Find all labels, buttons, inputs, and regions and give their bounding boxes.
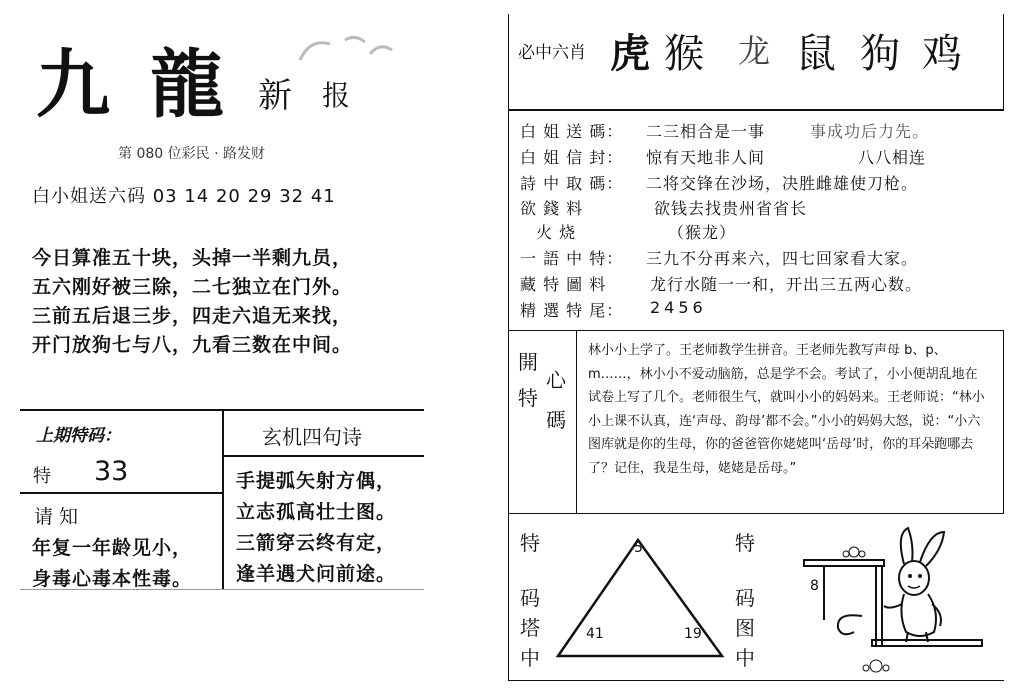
tower-right-number: 19	[684, 626, 702, 642]
poem-line-3: 三前五后退三步，四走六追无来找，	[32, 305, 353, 327]
xuanji-line-3: 三箭穿云终有定，	[236, 532, 397, 554]
row-2-label: 白 姐 信 封：	[520, 148, 624, 167]
xuanji-title: 玄机四句诗	[262, 425, 362, 449]
kaixin-right-border	[1003, 330, 1004, 513]
title-bao: 报	[322, 79, 351, 112]
rabbit-illustration	[796, 520, 996, 680]
poem-line-2: 五六刚好被三除，二七独立在门外。	[32, 276, 353, 298]
qingzhi-line-1: 年复一年龄见小，	[32, 537, 193, 559]
title-jiu: 九	[36, 42, 112, 128]
xuanji-line-4: 逢羊遇犬问前途。	[236, 563, 397, 585]
te-value: 33	[94, 456, 129, 487]
right-bottom-border	[508, 680, 1004, 681]
tower-char-1: 特	[520, 531, 540, 555]
te-label: 特	[33, 466, 51, 487]
zodiac-3: 龙	[738, 32, 771, 70]
zodiac-6: 鸡	[922, 31, 962, 77]
row-7-text: 龙行水随一一和，开出三五两心数。	[650, 275, 923, 294]
tutu-char-4: 中	[735, 646, 755, 670]
row-6-text: 三九不分再来六，四七回家看大家。	[646, 249, 919, 268]
title-long: 龍	[150, 42, 226, 128]
qingzhi-title: 请 知	[34, 506, 79, 528]
faded-logo-mark	[290, 30, 400, 70]
qingzhi-line-2: 身毒心毒本性毒。	[32, 568, 193, 590]
tutu-char-1: 特	[735, 531, 755, 555]
kaixin-char-2: 心	[546, 368, 566, 392]
row-3-label: 詩 中 取 碼：	[520, 174, 624, 193]
header-right-border	[1003, 14, 1004, 110]
six-numbers-line: 白小姐送六码 03 14 20 29 32 41	[32, 186, 336, 207]
box-divider-right	[222, 455, 424, 457]
kaixin-char-4: 碼	[546, 408, 566, 432]
row-1-text: 二三相合是一事	[646, 122, 766, 141]
zodiac-5: 狗	[860, 31, 900, 77]
row-5-label: 火 烧	[536, 223, 577, 242]
tower-left-number: 41	[586, 626, 604, 642]
row-1-text2: 事成功后力先。	[810, 122, 930, 141]
kaixin-story: 林小小上学了。王老师教学生拼音。王老师先教写声母 b、p、m……，林小小不爱动脑筋，总是学不会。考试了，小小便胡乱地在试卷上写了几个。老师很生气，就叫小小的妈妈来。王老师说：“林小小上课不认真，连‘声母、韵母’都不会。”小小的妈妈大怒，说：“小六图库就是你的生母，你的爸爸管你姥姥叫‘岳母’时，你的耳朵跑哪去了？记住，我是生母，姥姥是岳母。”	[588, 343, 985, 476]
tutu-number: 8	[810, 578, 819, 594]
last-special-label: 上期特码：	[36, 426, 121, 446]
kaixin-divider	[576, 330, 577, 513]
tutu-char-2: 码	[735, 586, 755, 610]
row-1-label: 白 姐 送 碼：	[520, 122, 624, 141]
kaixin-char-3: 特	[518, 386, 538, 410]
tower-char-4: 中	[520, 646, 540, 670]
row-7-label: 藏 特 圖 料	[520, 275, 607, 294]
row-2-text2: 八八相连	[858, 148, 927, 167]
row-4-text: 欲钱去找贵州省省长	[654, 199, 808, 218]
box-divider-vertical	[222, 409, 224, 590]
row-4-label: 欲 錢 料	[520, 199, 584, 218]
poem-line-1: 今日算准五十块，头掉一半剩九员，	[32, 247, 353, 269]
tutu-char-3: 图	[735, 616, 755, 640]
row-6-label: 一 語 中 特：	[520, 249, 624, 268]
zodiac-2: 猴	[664, 31, 704, 77]
tower-char-3: 塔	[520, 616, 540, 640]
zodiac-1: 虎	[610, 30, 650, 77]
poem-line-4: 开门放狗七与八，九看三数在中间。	[32, 334, 353, 356]
row-2-text: 惊有天地非人间	[646, 148, 766, 167]
xuanji-line-1: 手提弧矢射方偶，	[236, 470, 397, 492]
title-xin: 新	[258, 76, 292, 116]
tower-char-2: 码	[520, 586, 540, 610]
box-divider-left	[20, 492, 222, 494]
kaixin-char-1: 開	[518, 350, 538, 374]
zodiac-4: 鼠	[796, 31, 836, 77]
kaixin-top-border	[508, 330, 1004, 331]
tower-top-number: 5	[634, 540, 643, 556]
row-3-text: 二将交锋在沙场，决胜雌雄使刀枪。	[646, 174, 919, 193]
row-8-text: 2456	[650, 298, 707, 317]
tower-top-border	[508, 513, 1004, 514]
issue-line: 第 080 位彩民 · 路发财	[118, 146, 265, 162]
xuanji-line-2: 立志孤高壮士图。	[236, 501, 397, 523]
row-8-label: 精 選 特 尾：	[520, 301, 624, 320]
header-bottom-border	[508, 109, 1004, 111]
six-zodiac-label: 必中六肖	[518, 43, 586, 63]
row-5-text: （猴龙）	[668, 223, 737, 242]
right-border-left	[508, 14, 509, 680]
